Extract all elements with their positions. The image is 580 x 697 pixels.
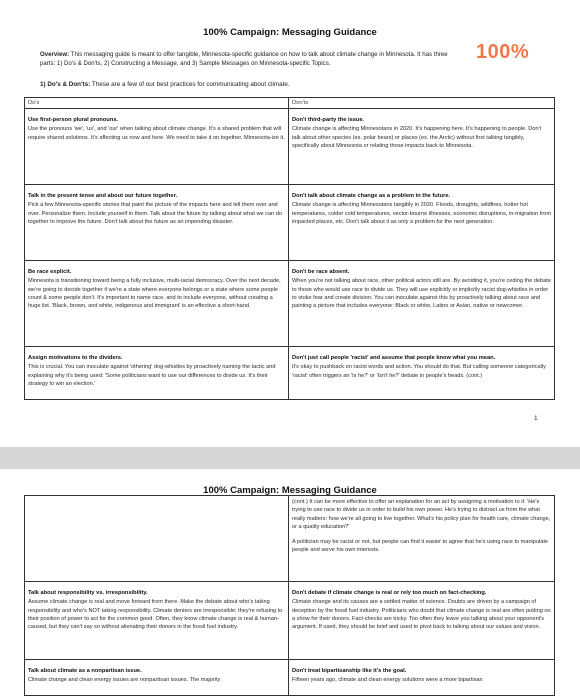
dont-heading: Don't debate if climate change is real or rely too much on fact-checking. xyxy=(292,590,487,596)
dont-heading: Don't just call people 'racist' and assume that people know what you mean. xyxy=(292,355,496,361)
do-cell xyxy=(25,185,289,261)
dont-text: When you're not talking about race, other political actors still are. By avoiding it, you're ceding the debate to those who would use race to divide us. They will use explicitly or implicitly racist dog-whistles in order to stoke fear and create division. You can inoculate against this by proactively talking about race and painting a picture that includes everyone: Black or white, Latino or Asian, native or newcomer. xyxy=(292,278,551,310)
table-row xyxy=(25,109,555,185)
do-heading: Use first-person plural pronouns. xyxy=(28,117,119,123)
overview-label: Overview: xyxy=(40,51,70,58)
table-row xyxy=(25,185,555,261)
dos-donts-table-continued xyxy=(24,495,555,696)
dos-donts-table xyxy=(24,97,555,400)
table-header-row xyxy=(25,98,555,109)
dont-cell xyxy=(289,347,555,400)
do-cell xyxy=(25,660,289,696)
column-header-dos: Do's xyxy=(25,98,289,109)
dont-text: It's okay to pushback on racist words and action. You should do that. But calling someone categorically 'racist' often triggers an 'Is he?' or 'Isn't he?' debate in people's heads. (cont.) xyxy=(292,364,546,379)
do-text: Minnesota is transitioning toward being a fully inclusive, multi-racial democracy. Over the next decade, we're going to decide together if we're a state where everyone belongs or a state where some people count & some people don't. It's important to name race, and to include everyone, without creating a huge list. 'Black, brown, and white, indigenous and immigrant' is an effective a short-hand. xyxy=(28,278,281,310)
do-heading: Talk in the present tense and about our future together. xyxy=(28,193,178,199)
dont-text: Climate change is affecting Minnesotans tangibly in 2020. Floods, droughts, wildfires, hotter hot temperatures, colder cold temperatures, vector-bourne illnesses, economic disruptions, in-migration from impacted places, etc. Don't talk about it as only a problem for the next generation. xyxy=(292,202,551,225)
do-text: Use the pronouns 'we', 'us', and 'our' when talking about climate change. It's a shared problem that will require shared solutions. It's affecting us now and here. We need to take it on together. Minnesota-ize it. xyxy=(28,126,285,141)
table-row xyxy=(25,660,555,696)
dont-extra-text: A politician may be racist or not, but people can find it easier to agree that he's using race to manipulate people and serve his own interests. xyxy=(292,539,549,554)
page-break xyxy=(0,447,580,469)
do-cell xyxy=(25,109,289,185)
table-row xyxy=(25,582,555,660)
dont-text: Fifteen years ago, climate and clean energy solutions were a more bipartisan xyxy=(292,677,483,684)
dont-cell xyxy=(289,261,555,347)
do-heading: Talk about climate as a nonpartisan issue. xyxy=(28,668,142,674)
table-row xyxy=(25,496,555,582)
do-heading: Assign motivations to the dividers. xyxy=(28,355,123,361)
do-cell xyxy=(25,261,289,347)
do-heading: Be race explicit. xyxy=(28,269,72,275)
do-cell xyxy=(25,496,289,582)
do-cell xyxy=(25,347,289,400)
do-cell xyxy=(25,582,289,660)
overview-text: This messaging guide is meant to offer tangible, Minnesota-specific guidance on how to talk about climate change in Minnesota. It has three parts: 1) Do's & Don'ts, 2) Constructing a Message, and 3) Sample Messages on Minnesota-specific Topics. xyxy=(40,51,448,67)
do-text: This is crucial. You can inoculate against 'othering' dog-whistles by proactively naming the tactic and explaining why it's being used: 'Some politicians want to use our differences to divide us. It's their strategy to win an election.' xyxy=(28,364,276,387)
dont-heading: Don't talk about climate change as a problem in the future. xyxy=(292,193,451,199)
dont-text: (cont.) It can be more effective to offer an explanation for an act by assigning a motivation to it: 'He's trying to use race to divide us in order to build his own power. He's trying to distract us from the what really matters: how we're all going to live together. What's his policy plan for health care, climate change, or a quality education?' xyxy=(292,499,551,530)
document-page-2 xyxy=(0,469,580,697)
page-title: 100% Campaign: Messaging Guidance xyxy=(203,485,377,496)
page-number: 1 xyxy=(534,415,538,422)
campaign-logo: 100% xyxy=(476,41,530,63)
overview-paragraph xyxy=(40,50,460,68)
dont-cell xyxy=(289,109,555,185)
dont-cell xyxy=(289,496,555,582)
dont-heading: Don't treat bipartisanship like it's the goal. xyxy=(292,668,407,674)
do-text: Assume climate change is real and move forward from there. Make the debate about who's taking responsibility and who's NOT taking responsibility. Climate deniers are irresponsible; they're refusing to their position of power to act for the common good. Often, they know climate change is real & human-caused, but they can't say so without alienating their donors in the fossil fuel industry. xyxy=(28,599,283,631)
dont-heading: Don't third-party the issue. xyxy=(292,117,365,123)
dont-text: Climate change is affecting Minnesotans in 2020. It's happening here. It's happening to people. Don't talk about other species (ex. polar bears) or places (ex. the Arctic) without first talking tangibly, specifically about Minnesota or relating those impacts back to Minnesota. xyxy=(292,126,542,149)
section-heading xyxy=(40,81,290,88)
table-row xyxy=(25,261,555,347)
section-label: 1) Do's & Don'ts: xyxy=(40,81,91,88)
column-header-donts: Don'ts xyxy=(289,98,555,109)
do-text: Pick a few Minnesota-specific stories that paint the picture of the impacts here and tell them over and over. Personalize them. Include yourself in them. Talk about the future by talking about what we can do together to improve the future. Don't talk about the future as an impending disaster. xyxy=(28,202,282,225)
table-row xyxy=(25,347,555,400)
dont-heading: Don't be race absent. xyxy=(292,269,350,275)
dont-cell xyxy=(289,660,555,696)
section-text: These are a few of our best practices for communicating about climate. xyxy=(91,81,290,88)
dont-text: Climate change and its causes are a settled matter of science. Doubts are driven by a campaign of deception by the fossil fuel industry. Politicians who doubt that climate change is real are often putting on a show for their donors. Fact-checks are tricky. Too often they leave you talking about your opponent's argument. If used, they should be brief and used to pivot back to talking about our values and vision. xyxy=(292,599,551,631)
dont-cell xyxy=(289,582,555,660)
page-title: 100% Campaign: Messaging Guidance xyxy=(203,27,377,38)
do-text: Climate change and clean energy issues are nonpartisan issues. The majority xyxy=(28,677,221,684)
dont-cell xyxy=(289,185,555,261)
do-heading: Talk about responsibility vs. irresponsibility. xyxy=(28,590,148,596)
